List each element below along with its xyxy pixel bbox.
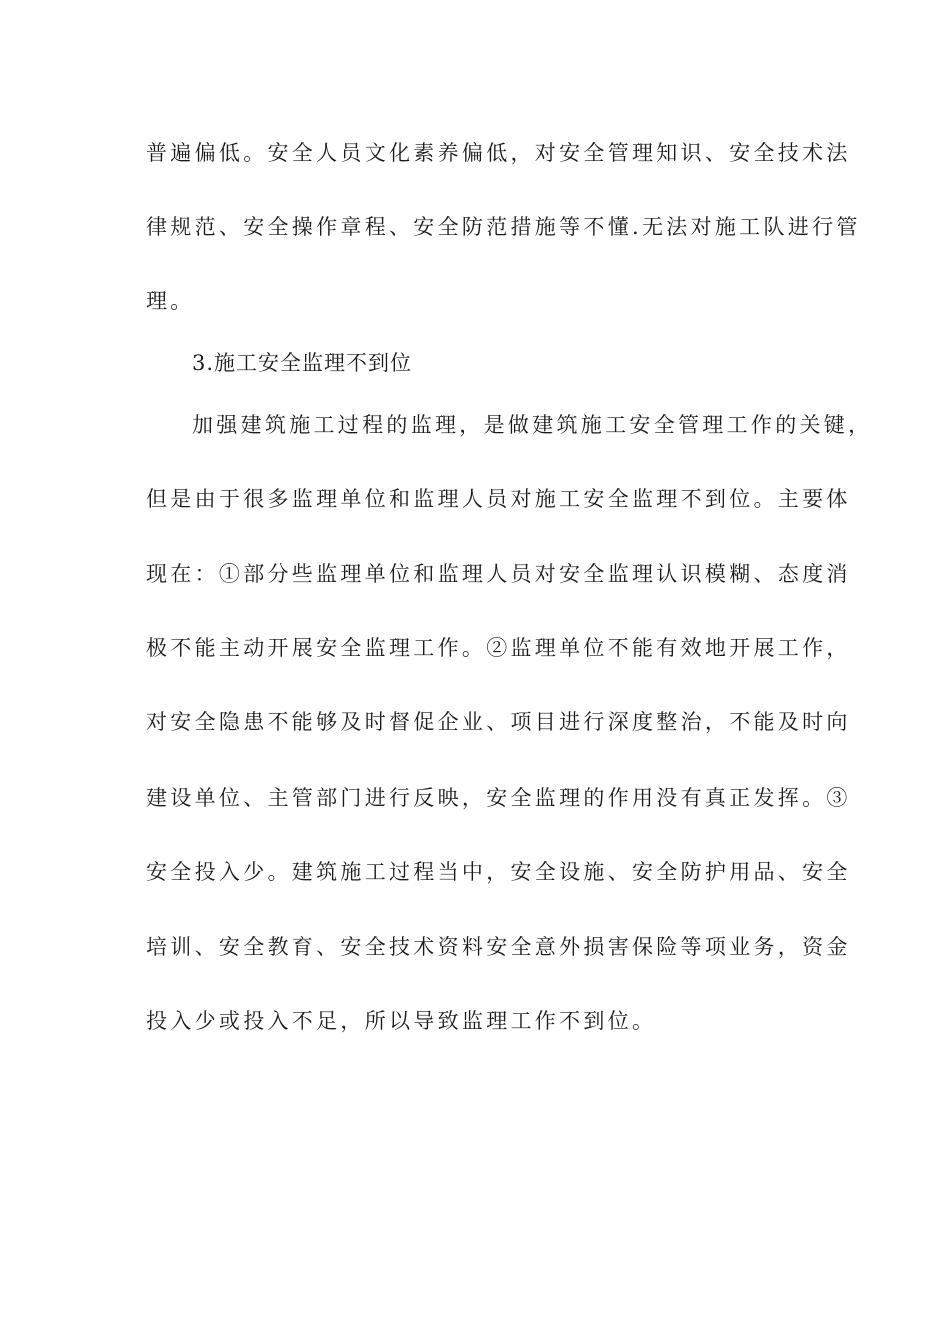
paragraph-2-line-9: 投入少或投入不足，所以导致监理工作不到位。 [146, 1009, 657, 1033]
paragraph-1-line-1: 普遍偏低。安全人员文化素养偏低，对安全管理知识、安全技术法 [146, 141, 851, 165]
paragraph-1-line-2: 律规范、安全操作章程、安全防范措施等不懂.无法对施工队进行管 [146, 215, 861, 239]
paragraph-2-line-5: 对安全隐患不能够及时督促企业、项目进行深度整治，不能及时向 [146, 710, 851, 734]
paragraph-2-line-6: 建设单位、主管部门进行反映，安全监理的作用没有真正发挥。③ [146, 786, 851, 810]
section-heading: 3.施工安全监理不到位 [192, 351, 413, 375]
paragraph-2-line-4: 极不能主动开展安全监理工作。②监理单位不能有效地开展工作， [146, 636, 851, 660]
paragraph-2-line-2: 但是由于很多监理单位和监理人员对施工安全监理不到位。主要体 [146, 487, 851, 511]
paragraph-2-line-3: 现在：①部分些监理单位和监理人员对安全监理认识模糊、态度消 [146, 562, 851, 586]
paragraph-2-line-8: 培训、安全教育、安全技术资料安全意外损害保险等项业务，资金 [146, 935, 851, 959]
paragraph-1-line-3: 理。 [146, 289, 195, 313]
paragraph-2-line-7: 安全投入少。建筑施工过程当中，安全设施、安全防护用品、安全 [146, 860, 851, 884]
paragraph-2-line-1: 加强建筑施工过程的监理，是做建筑施工安全管理工作的关键， [192, 413, 873, 437]
